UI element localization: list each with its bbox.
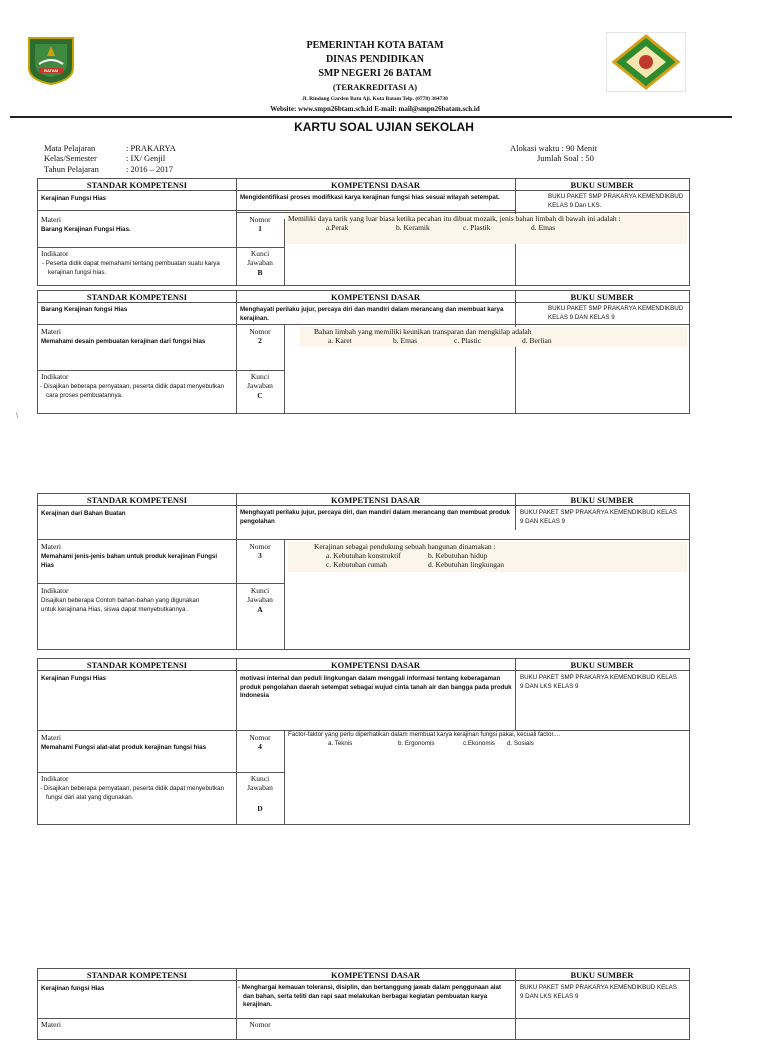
tahun-value: : 2016 – 2017 (126, 164, 173, 174)
option-c: c. Plastic (454, 336, 482, 345)
question-text: Memiliki daya tarik yang luar biasa ketika pecahan itu dibuat mozaik, jenis bahan limbah di bawah ini adalah : (288, 214, 621, 223)
sk-header: STANDAR KOMPETENSI (86, 495, 188, 505)
question-card-2 (37, 290, 690, 414)
stray-mark: \ (16, 411, 19, 420)
bs-text: BUKU PAKET SMP PRAKARYA KEMENDIKBUD KELAS 9 DAN LKS KELAS 9 (520, 674, 677, 690)
tahun-label: Tahun Pelajaran (44, 164, 99, 174)
option-b: b. Keramik (396, 223, 430, 232)
bs-text: BUKU PAKET SMP PRAKARYA KEMENDIKBUD KELAS 9 DAN KELAS 9 (520, 509, 677, 525)
option-c: c. Kebutuhan rumah (326, 560, 388, 569)
question-card-5 (37, 968, 690, 1040)
school-contact: Website: www.smpn26btam.sch.id E-mail: mail@smpn26batam.sch.id (270, 105, 480, 113)
batam-coat-of-arms-logo (25, 34, 77, 86)
materi-text: Memahami desain pembuatan kerajinan dari fungsi hias (41, 338, 206, 345)
bs-header: BUKU SUMBER (570, 970, 634, 980)
sk-header: STANDAR KOMPETENSI (86, 970, 188, 980)
kd-header: KOMPETENSI DASAR (330, 970, 421, 980)
materi-label: Materi (41, 542, 61, 551)
nomor-label: Nomor 2 (236, 327, 284, 345)
kelas-label: Kelas/Semester (44, 153, 97, 163)
kelas-value: : IX/ Genjil (126, 153, 166, 163)
indikator-text: - Disajikan beberapa pernyataan, peserta didik dapat menyebutkan fungsi dari alat yang digunakan. (40, 785, 225, 801)
materi-label: Materi (41, 1020, 61, 1029)
bs-text: BUKU PAKET SMP PRAKARYA KEMENDIKBUD KELAS 9 DAN LKS KELAS 9 (520, 984, 677, 1000)
nomor-label: Nomor 1 (236, 215, 284, 233)
logo-text: BATAM (44, 68, 58, 73)
indikator-label: Indikator (41, 774, 69, 783)
kunci-value: B (257, 268, 263, 277)
question-box (288, 731, 687, 748)
sk-text: Kerajinan Fungsi Hias (41, 195, 106, 202)
header-rule (10, 116, 732, 118)
question-text: Bahan limbah yang memiliki keunikan transparan dan mengkilap adalah (314, 327, 532, 336)
kunci-value: C (257, 391, 263, 400)
kunci-jawaban: Kunci Jawaban C (236, 372, 284, 400)
indikator-label: Indikator (41, 249, 69, 258)
nomor-value: 2 (258, 336, 262, 345)
kunci-jawaban: Kunci Jawaban A (236, 586, 284, 614)
bs-header: BUKU SUMBER (570, 660, 634, 670)
materi-label: Materi (41, 733, 61, 742)
question-box (288, 542, 687, 572)
school-logo (606, 32, 686, 92)
option-a: a.Perak (326, 223, 349, 232)
bs-header: BUKU SUMBER (570, 292, 634, 302)
indikator-label: Indikator (41, 586, 69, 595)
kunci-jawaban: Kunci Jawaban D (236, 774, 284, 813)
kunci-value: A (257, 605, 263, 614)
sk-text: Kerajinan Fungsi Hias (41, 675, 106, 682)
question-box (286, 214, 687, 244)
materi-label: Materi (41, 327, 61, 336)
materi-text: Memahami Fungsi alat-alat produk kerajinan fungsi hias (41, 744, 207, 751)
page-title: KARTU SOAL UJIAN SEKOLAH (294, 120, 474, 134)
kd-text: - Menghargai kemauan toleransi, disiplin, dan bertanggung jawab dalam penggunaan alat dan bahan, serta teliti dan rapi saat melakukan berbagai kegiatan pembuatan karya kerajinan. (238, 984, 502, 1008)
question-card-1 (37, 178, 690, 286)
mapel-value: : PRAKARYA (126, 143, 176, 153)
sk-header: STANDAR KOMPETENSI (86, 292, 188, 302)
nomor-label: Nomor 3 (236, 542, 284, 560)
materi-text: Barang Kerajinan Fungsi Hias. (41, 226, 131, 233)
accreditation: (TERAKREDITASI A) (332, 82, 418, 92)
bs-text: BUKU PAKET SMP PRAKARYA KEMENDIKBUD KELAS 9 DAN KELAS 9 (548, 305, 684, 321)
dept-heading: DINAS PENDIDIKAN (325, 54, 425, 65)
kd-text: Menghayati perilaku jujur, percaya diri dan mandiri dalam merancang dan membuat karya kerajinan. (240, 306, 504, 322)
materi-text: Memahami jenis-jenis bahan untuk produk kerajinan Fungsi Hias (41, 553, 218, 569)
jumlah-soal: Jumlah Soal : 50 (537, 153, 594, 163)
materi-label: Materi (41, 215, 61, 224)
option-d: d. Kebutuhan lingkungan (428, 560, 505, 569)
option-c: c. Plastik (463, 223, 491, 232)
nomor-label: Nomor 4 (236, 733, 284, 751)
kunci-value: D (257, 804, 263, 813)
mapel-label: Mata Pelajaran (44, 143, 96, 153)
option-a: a. Kebutuhan konstruktif (326, 551, 401, 560)
question-card-3 (37, 493, 690, 650)
option-a: a. Teknis (328, 739, 353, 747)
option-b: b. Emas (393, 336, 418, 345)
option-a: a. Karet (328, 336, 352, 345)
option-b: b. Ergonomis (398, 739, 435, 747)
option-d: d. Sosials (507, 739, 534, 747)
indikator-label: Indikator (41, 372, 69, 381)
sk-header: STANDAR KOMPETENSI (86, 180, 188, 190)
sk-header: STANDAR KOMPETENSI (86, 660, 188, 670)
kd-header: KOMPETENSI DASAR (330, 292, 421, 302)
kd-header: KOMPETENSI DASAR (330, 660, 421, 670)
kd-header: KOMPETENSI DASAR (330, 180, 421, 190)
school-name: SMP NEGERI 26 BATAM (318, 68, 432, 79)
indikator-text: - Disajikan beberapa pernyataan, peserta didik dapat menyebutkan cara proses pembuatannya. (40, 383, 225, 399)
kd-text: Mengidentifikasi proses modifikasi karya kerajinan fungsi hias sesuai wilayah setempat. (240, 194, 500, 201)
kd-text: Menghayati perilaku jujur, percaya diri, dan mandiri dalam merancang dan membuat produk pengolahan (240, 509, 510, 525)
question-text: Kerajinan sebagai pendukung sebuah bangunan dinamakan : (314, 542, 496, 551)
kunci-jawaban: Kunci Jawaban B (236, 249, 284, 277)
nomor-value: 1 (258, 224, 262, 233)
question-box (300, 327, 687, 347)
indikator-text: Disajikan beberapa Contoh bahan-bahan yang digunakan untuk kerajinana Hias, siswa dapat menyebutkannya . (41, 597, 200, 613)
alokasi-waktu: Alokasi waktu : 90 Menit (510, 143, 597, 153)
kd-text: motivasi internal dan peduli lingkungan dalam menggali informasi tentang keberagaman produk pengolahan daerah setempat sebagai wujud cinta tanah air dan bangga pada produk Indonesia (240, 675, 512, 699)
kd-header: KOMPETENSI DASAR (330, 495, 421, 505)
option-d: d. Emas (531, 223, 556, 232)
bs-header: BUKU SUMBER (570, 495, 634, 505)
nomor-value: 3 (258, 551, 262, 560)
nomor-label: Nomor (249, 1020, 271, 1029)
option-c: c.Ekonomis (463, 739, 495, 747)
option-b: b. Kebutuhan hidup (428, 551, 488, 560)
gov-heading: PEMERINTAH KOTA BATAM (306, 40, 444, 51)
question-text: Factor-faktor yang perlu diperhatikan dalam membuat karya kerajinan fungsi pakai, kecuali factor.... (288, 731, 561, 738)
nomor-value: 4 (258, 742, 262, 751)
question-card-4 (37, 658, 690, 825)
sk-text: Barang Kerajinan fungsi Hias (41, 306, 128, 313)
option-d: d. Berlian (522, 336, 552, 345)
bs-text: BUKU PAKET SMP PRAKARYA KEMENDIKBUD KELAS 9 Dan LKS. (548, 193, 684, 209)
bs-header: BUKU SUMBER (570, 180, 634, 190)
sk-text: Kerajinan dari Bahan Buatan (41, 510, 126, 517)
indikator-text: - Peserta didik dapat memahami tentang pembuatan suatu karya kerajinan fungsi hias. (42, 260, 220, 276)
sk-text: Kerajinan fungsi Hias (41, 985, 105, 992)
school-address: Jl. Rindang Garden Batu Aji, Kota Batam Telp. (0778) 364730 (302, 96, 448, 102)
